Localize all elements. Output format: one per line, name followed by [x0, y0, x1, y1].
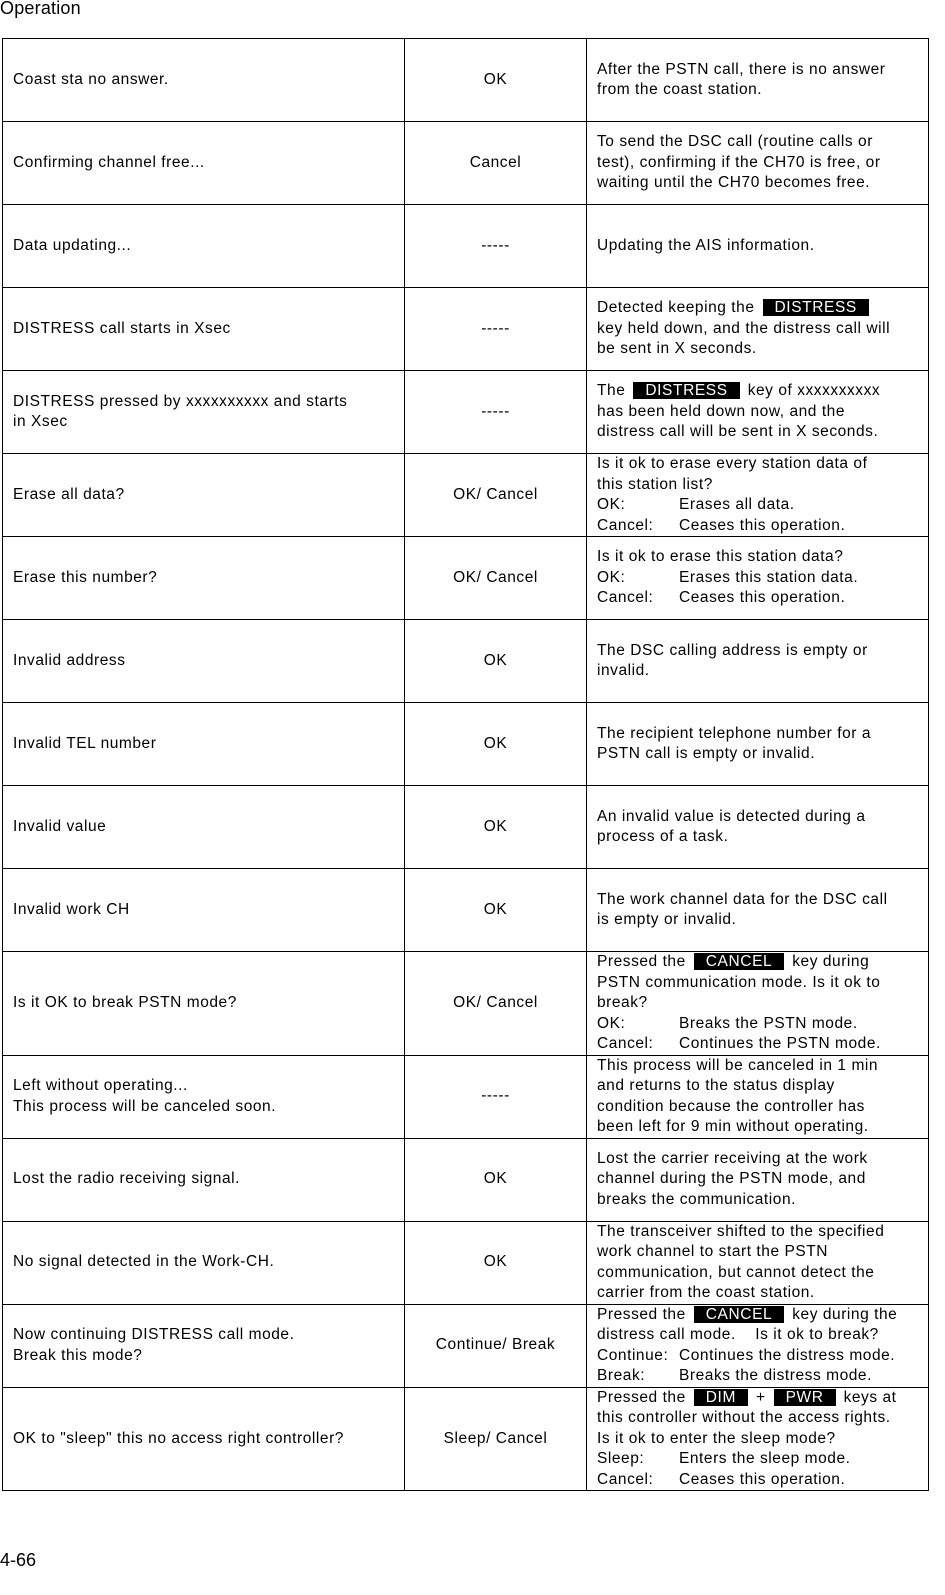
description-line: Lost the carrier receiving at the work	[597, 1149, 868, 1167]
description-cell	[587, 454, 929, 537]
description-line: waiting until the CH70 becomes free.	[597, 174, 871, 192]
option-label: OK:	[597, 1014, 626, 1032]
message-cell	[3, 1055, 405, 1138]
table-row	[3, 537, 929, 620]
description-cell	[587, 205, 929, 288]
message-cell: Confirming channel free...	[3, 122, 405, 205]
description-line	[597, 298, 924, 319]
description-line: invalid.	[597, 662, 650, 679]
description-cell	[587, 952, 929, 1056]
option-text: Ceases this operation.	[679, 516, 846, 534]
option-label: Cancel:	[597, 589, 654, 607]
key-cell: -----	[405, 371, 587, 454]
key-cell: -----	[405, 1055, 587, 1138]
description-cell	[587, 703, 929, 786]
description-text: key during	[792, 953, 870, 970]
message-cell: Is it OK to break PSTN mode?	[3, 952, 405, 1056]
description-text: Pressed the	[597, 1305, 686, 1323]
key-cell: OK	[405, 703, 587, 786]
table-row	[3, 786, 929, 869]
table-row	[3, 1387, 929, 1491]
message-cell: Invalid TEL number	[3, 703, 405, 786]
key-cell: OK	[405, 620, 587, 703]
option-line	[597, 1449, 924, 1470]
message-cell: Invalid value	[3, 786, 405, 869]
option-line	[597, 516, 924, 537]
description-line: Is it ok to enter the sleep mode?	[597, 1429, 836, 1447]
table-row	[3, 869, 929, 952]
description-line: from the coast station.	[597, 81, 763, 98]
message-line: Break this mode?	[13, 1346, 143, 1364]
description-line: This process will be canceled in 1 min	[597, 1056, 879, 1074]
description-text: key during the	[792, 1305, 898, 1323]
message-cell: No signal detected in the Work-CH.	[3, 1221, 405, 1304]
message-cell: Erase this number?	[3, 537, 405, 620]
distress-key-label: DISTRESS	[763, 299, 869, 316]
description-line: PSTN communication mode. Is it ok to	[597, 973, 881, 991]
table-row	[3, 454, 929, 537]
option-text: Breaks the PSTN mode.	[679, 1014, 858, 1032]
description-line: condition because the controller has	[597, 1097, 865, 1115]
key-cell: OK	[405, 1138, 587, 1221]
option-line	[597, 495, 924, 516]
option-text: Erases this station data.	[679, 568, 859, 586]
option-text: Erases all data.	[679, 496, 795, 513]
description-line: The work channel data for the DSC call	[597, 890, 888, 908]
option-line	[597, 1366, 924, 1387]
key-cell: OK	[405, 786, 587, 869]
message-cell: Invalid address	[3, 620, 405, 703]
description-line: be sent in X seconds.	[597, 340, 757, 358]
description-line: The DSC calling address is empty or	[597, 641, 868, 659]
description-line: work channel to start the PSTN	[597, 1243, 829, 1260]
description-line: this controller without the access rights.	[597, 1409, 891, 1426]
description-cell	[587, 1304, 929, 1387]
message-cell: DISTRESS call starts in Xsec	[3, 288, 405, 371]
option-line	[597, 1470, 924, 1491]
key-cell: -----	[405, 288, 587, 371]
table-row	[3, 1221, 929, 1304]
description-cell	[587, 288, 929, 371]
description-text: keys at	[843, 1388, 897, 1406]
message-line: in Xsec	[13, 413, 68, 430]
option-label: Cancel:	[597, 516, 654, 534]
pwr-key-label: PWR	[774, 1389, 836, 1406]
description-line: carrier from the coast station.	[597, 1284, 815, 1301]
option-label: Cancel:	[597, 1035, 654, 1052]
description-line	[597, 1388, 924, 1409]
distress-key-label: DISTRESS	[633, 382, 739, 399]
description-line: Updating the AIS information.	[597, 236, 815, 254]
description-line: been left for 9 min without operating.	[597, 1118, 869, 1135]
message-line: This process will be canceled soon.	[13, 1097, 277, 1115]
description-line: PSTN call is empty or invalid.	[597, 745, 816, 762]
cancel-key-label: CANCEL	[694, 1306, 784, 1323]
description-text: +	[755, 1388, 766, 1406]
key-cell: OK	[405, 869, 587, 952]
message-cell	[3, 371, 405, 454]
table-row	[3, 1138, 929, 1221]
table-row	[3, 39, 929, 122]
option-label: OK:	[597, 496, 626, 513]
table-row	[3, 1304, 929, 1387]
description-line: To send the DSC call (routine calls or	[597, 133, 873, 151]
description-line: An invalid value is detected during a	[597, 807, 866, 825]
description-text: Detected keeping the	[597, 299, 755, 317]
option-label: Break:	[597, 1367, 646, 1384]
description-line: and returns to the status display	[597, 1077, 835, 1094]
description-line: After the PSTN call, there is no answer	[597, 60, 886, 78]
description-cell	[587, 537, 929, 620]
description-line: test), confirming if the CH70 is free, or	[597, 153, 881, 171]
message-cell: Coast sta no answer.	[3, 39, 405, 122]
description-cell	[587, 371, 929, 454]
table-row	[3, 122, 929, 205]
description-line: key held down, and the distress call will	[597, 319, 891, 337]
option-text: Enters the sleep mode.	[679, 1450, 851, 1467]
description-cell	[587, 869, 929, 952]
description-line: The recipient telephone number for a	[597, 724, 871, 742]
option-label: Continue:	[597, 1346, 669, 1364]
option-text: Continues the PSTN mode.	[679, 1035, 881, 1052]
table-row	[3, 371, 929, 454]
key-cell: OK/ Cancel	[405, 537, 587, 620]
message-cell: OK to "sleep" this no access right controller?	[3, 1387, 405, 1491]
page-header: Operation	[0, 0, 81, 18]
description-cell	[587, 1138, 929, 1221]
description-cell	[587, 1387, 929, 1491]
option-text: Continues the distress mode.	[679, 1346, 896, 1364]
table-row	[3, 1055, 929, 1138]
key-cell: OK	[405, 39, 587, 122]
key-cell: OK	[405, 1221, 587, 1304]
description-line: Is it ok to erase this station data?	[597, 548, 844, 566]
description-line: this station list?	[597, 475, 713, 493]
option-label: Sleep:	[597, 1450, 645, 1467]
description-line: has been held down now, and the	[597, 402, 846, 420]
description-line: process of a task.	[597, 828, 729, 845]
description-text: The	[597, 382, 626, 400]
description-line: break?	[597, 994, 648, 1011]
table-row	[3, 952, 929, 1056]
option-label: OK:	[597, 568, 626, 586]
option-line	[597, 1014, 924, 1035]
key-cell: -----	[405, 205, 587, 288]
message-cell: Invalid work CH	[3, 869, 405, 952]
description-line	[597, 1305, 924, 1326]
description-cell	[587, 39, 929, 122]
table-row	[3, 703, 929, 786]
description-line	[597, 952, 924, 973]
option-text: Ceases this operation.	[679, 1470, 846, 1488]
description-text: Pressed the	[597, 953, 686, 970]
description-cell	[587, 122, 929, 205]
description-cell	[587, 1221, 929, 1304]
description-line: distress call mode. Is it ok to break?	[597, 1326, 879, 1343]
description-line	[597, 381, 924, 402]
option-line	[597, 568, 924, 589]
key-cell: OK/ Cancel	[405, 952, 587, 1056]
option-line	[597, 1346, 924, 1367]
page-number: 4-66	[0, 1550, 37, 1570]
dim-key-label: DIM	[694, 1389, 748, 1406]
option-line	[597, 1034, 924, 1055]
option-line	[597, 588, 924, 609]
key-cell: Cancel	[405, 122, 587, 205]
key-cell: OK/ Cancel	[405, 454, 587, 537]
description-line: communication, but cannot detect the	[597, 1263, 875, 1281]
description-cell	[587, 1055, 929, 1138]
table-row	[3, 620, 929, 703]
message-cell: Erase all data?	[3, 454, 405, 537]
message-line: Left without operating...	[13, 1077, 188, 1094]
key-cell: Continue/ Break	[405, 1304, 587, 1387]
description-cell	[587, 786, 929, 869]
message-line: Now continuing DISTRESS call mode.	[13, 1326, 295, 1343]
table-row	[3, 288, 929, 371]
message-table	[2, 38, 929, 1491]
cancel-key-label: CANCEL	[694, 953, 784, 970]
message-line: DISTRESS pressed by xxxxxxxxxx and starts	[13, 392, 348, 410]
description-line: is empty or invalid.	[597, 911, 737, 928]
description-line: The transceiver shifted to the specified	[597, 1222, 885, 1240]
key-cell: Sleep/ Cancel	[405, 1387, 587, 1491]
message-cell	[3, 1304, 405, 1387]
option-label: Cancel:	[597, 1470, 654, 1488]
message-cell: Lost the radio receiving signal.	[3, 1138, 405, 1221]
description-text: key of xxxxxxxxxx	[747, 382, 881, 400]
option-text: Ceases this operation.	[679, 589, 846, 607]
description-line: breaks the communication.	[597, 1190, 796, 1208]
description-line: distress call will be sent in X seconds.	[597, 423, 879, 441]
description-line: Is it ok to erase every station data of	[597, 455, 868, 472]
description-line: channel during the PSTN mode, and	[597, 1170, 866, 1188]
description-text: Pressed the	[597, 1388, 686, 1406]
description-cell	[587, 620, 929, 703]
option-text: Breaks the distress mode.	[679, 1367, 872, 1384]
message-cell: Data updating...	[3, 205, 405, 288]
table-row	[3, 205, 929, 288]
